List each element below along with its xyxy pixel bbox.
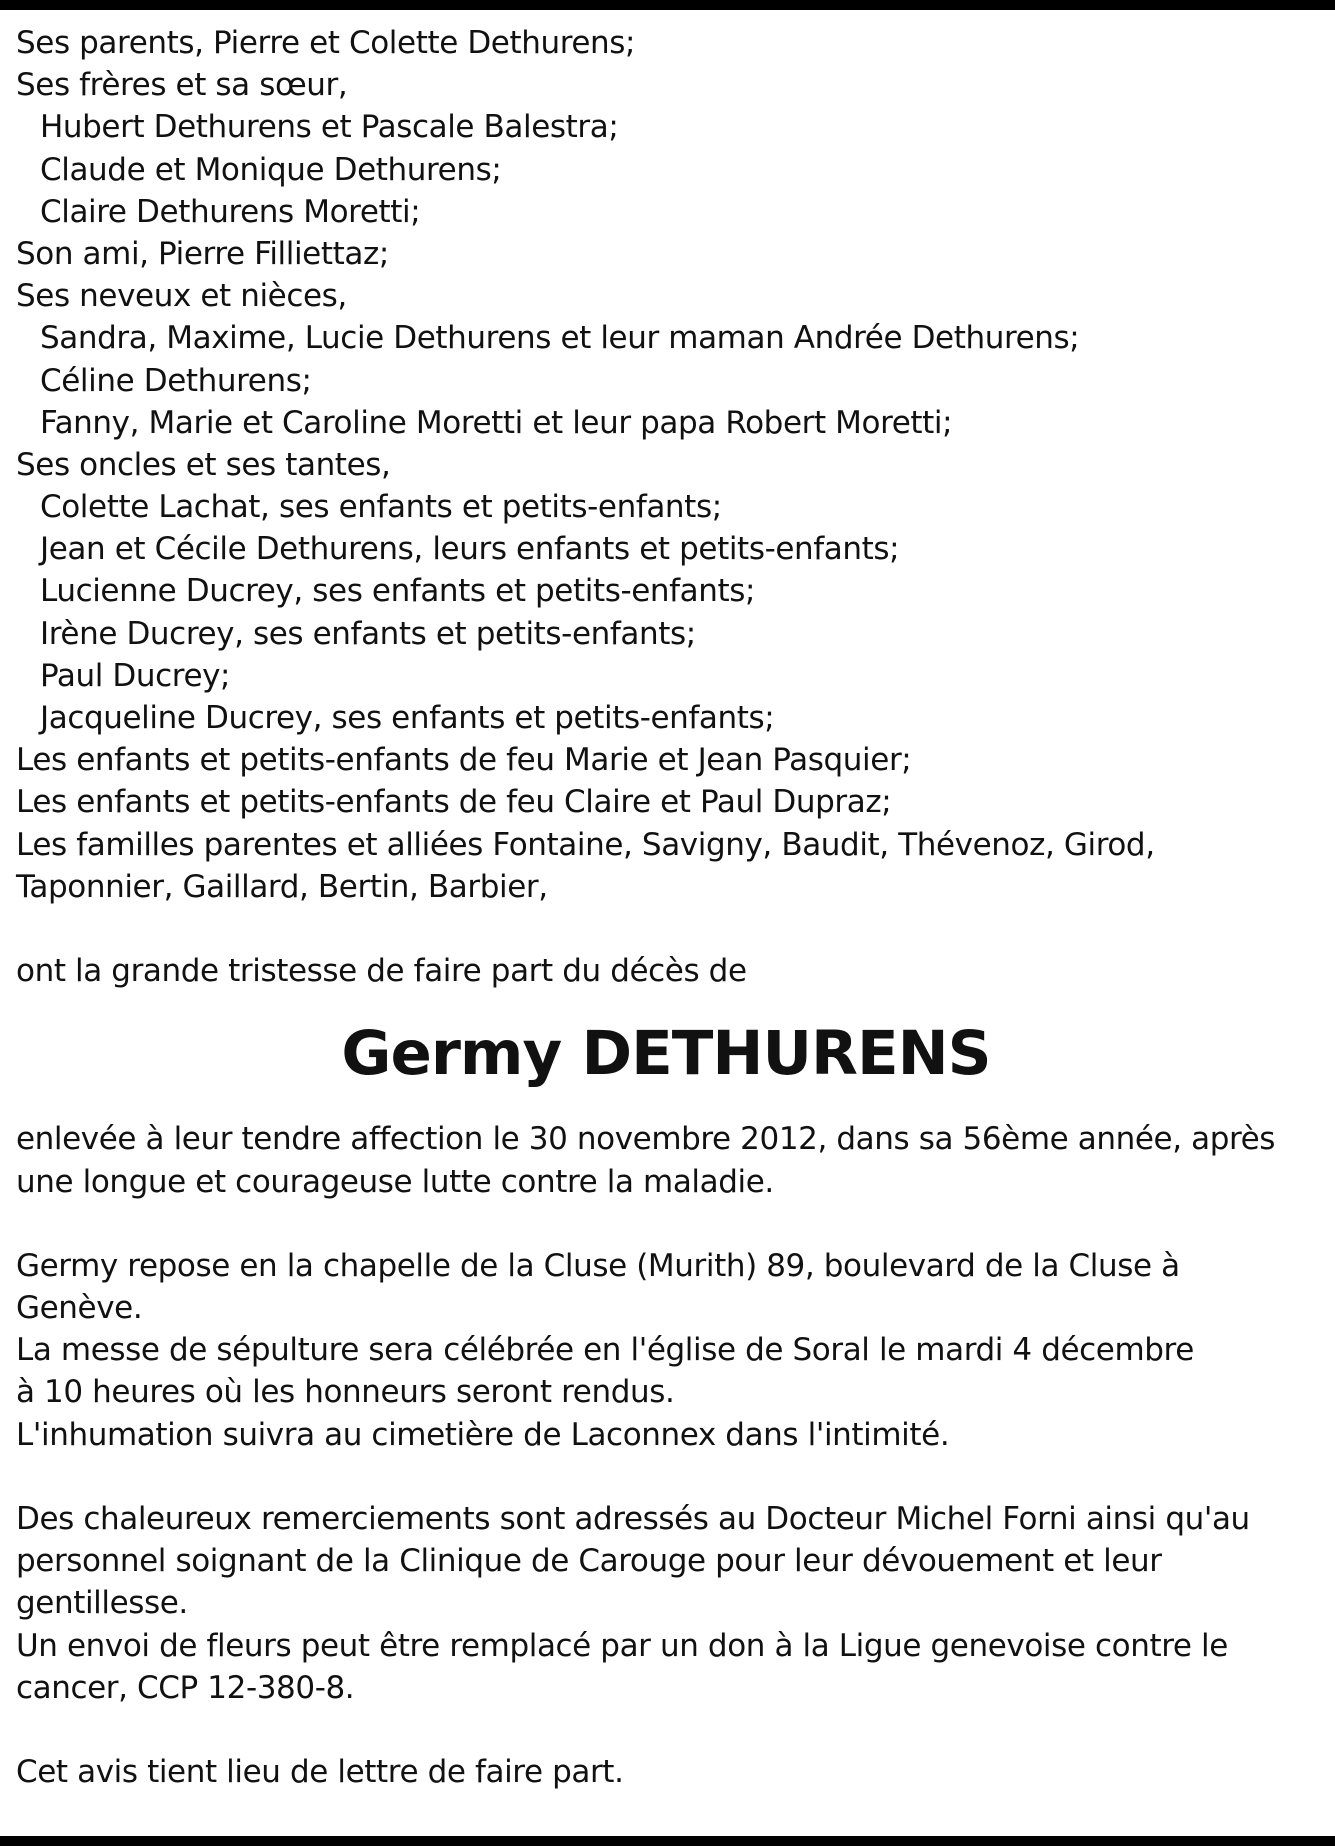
- family-line: Paul Ducrey;: [40, 657, 231, 694]
- thanks-line: gentillesse.: [16, 1585, 188, 1622]
- family-line: Jean et Cécile Dethurens, leurs enfants et petits-enfants;: [40, 531, 900, 568]
- thanks-line: Un envoi de fleurs peut être remplacé par un don à la Ligue genevoise contre le: [16, 1627, 1228, 1664]
- arrangements-line: à 10 heures où les honneurs seront rendus.: [16, 1374, 675, 1411]
- arrangements-line: Genève.: [16, 1290, 143, 1327]
- closing-line: Cet avis tient lieu de lettre de faire part.: [16, 1754, 624, 1791]
- family-line: Colette Lachat, ses enfants et petits-enfants;: [40, 489, 722, 526]
- announcement-line: ont la grande tristesse de faire part du décès de: [16, 953, 747, 990]
- spacer: [16, 1456, 1316, 1498]
- family-line: Hubert Dethurens et Pascale Balestra;: [40, 109, 619, 146]
- funeral-arrangements-paragraph: [16, 1245, 1316, 1456]
- thanks-line: personnel soignant de la Clinique de Carouge pour leur dévouement et leur: [16, 1543, 1162, 1580]
- spacer: [16, 1709, 1316, 1751]
- arrangements-line: Germy repose en la chapelle de la Cluse (Murith) 89, boulevard de la Cluse à: [16, 1247, 1180, 1284]
- passing-line: une longue et courageuse lutte contre la maladie.: [16, 1163, 774, 1200]
- family-line: Ses parents, Pierre et Colette Dethurens;: [16, 25, 636, 61]
- spacer: [16, 1203, 1316, 1245]
- arrangements-line: La messe de sépulture sera célébrée en l'église de Soral le mardi 4 décembre: [16, 1332, 1194, 1369]
- family-line: Ses frères et sa sœur,: [16, 67, 348, 104]
- top-border-rule: [0, 0, 1335, 10]
- family-line: Son ami, Pierre Filliettaz;: [16, 235, 389, 272]
- deceased-name: Germy DETHURENS: [341, 1018, 991, 1090]
- family-line: Ses oncles et ses tantes,: [16, 446, 391, 483]
- thanks-line: Des chaleureux remerciements sont adressés au Docteur Michel Forni ainsi qu'au: [16, 1501, 1250, 1537]
- arrangements-line: L'inhumation suivra au cimetière de Laconnex dans l'intimité.: [16, 1416, 950, 1453]
- family-list: [16, 22, 1316, 908]
- thanks-paragraph: [16, 1498, 1316, 1709]
- family-line: Taponnier, Gaillard, Bertin, Barbier,: [16, 868, 548, 905]
- family-line: Les enfants et petits-enfants de feu Marie et Jean Pasquier;: [16, 742, 912, 779]
- obituary-notice: [16, 22, 1316, 1793]
- passing-line: enlevée à leur tendre affection le 30 novembre 2012, dans sa 56ème année, après: [16, 1121, 1276, 1158]
- thanks-line: cancer, CCP 12-380-8.: [16, 1669, 355, 1706]
- passing-paragraph: [16, 1118, 1316, 1202]
- family-line: Céline Dethurens;: [40, 362, 312, 399]
- family-line: Jacqueline Ducrey, ses enfants et petits-enfants;: [40, 700, 775, 736]
- family-line: Irène Ducrey, ses enfants et petits-enfants;: [40, 615, 696, 652]
- family-line: Ses neveux et nièces,: [16, 278, 347, 315]
- family-line: Lucienne Ducrey, ses enfants et petits-enfants;: [40, 573, 756, 610]
- bottom-border-rule: [0, 1836, 1335, 1846]
- family-line: Claire Dethurens Moretti;: [40, 193, 421, 230]
- family-line: Les enfants et petits-enfants de feu Claire et Paul Dupraz;: [16, 784, 892, 821]
- family-line: Claude et Monique Dethurens;: [40, 151, 502, 188]
- family-line: Fanny, Marie et Caroline Moretti et leur papa Robert Moretti;: [40, 404, 953, 441]
- family-line: Sandra, Maxime, Lucie Dethurens et leur maman Andrée Dethurens;: [40, 320, 1080, 357]
- spacer: [16, 908, 1316, 950]
- family-line: Les familles parentes et alliées Fontaine, Savigny, Baudit, Thévenoz, Girod,: [16, 826, 1155, 863]
